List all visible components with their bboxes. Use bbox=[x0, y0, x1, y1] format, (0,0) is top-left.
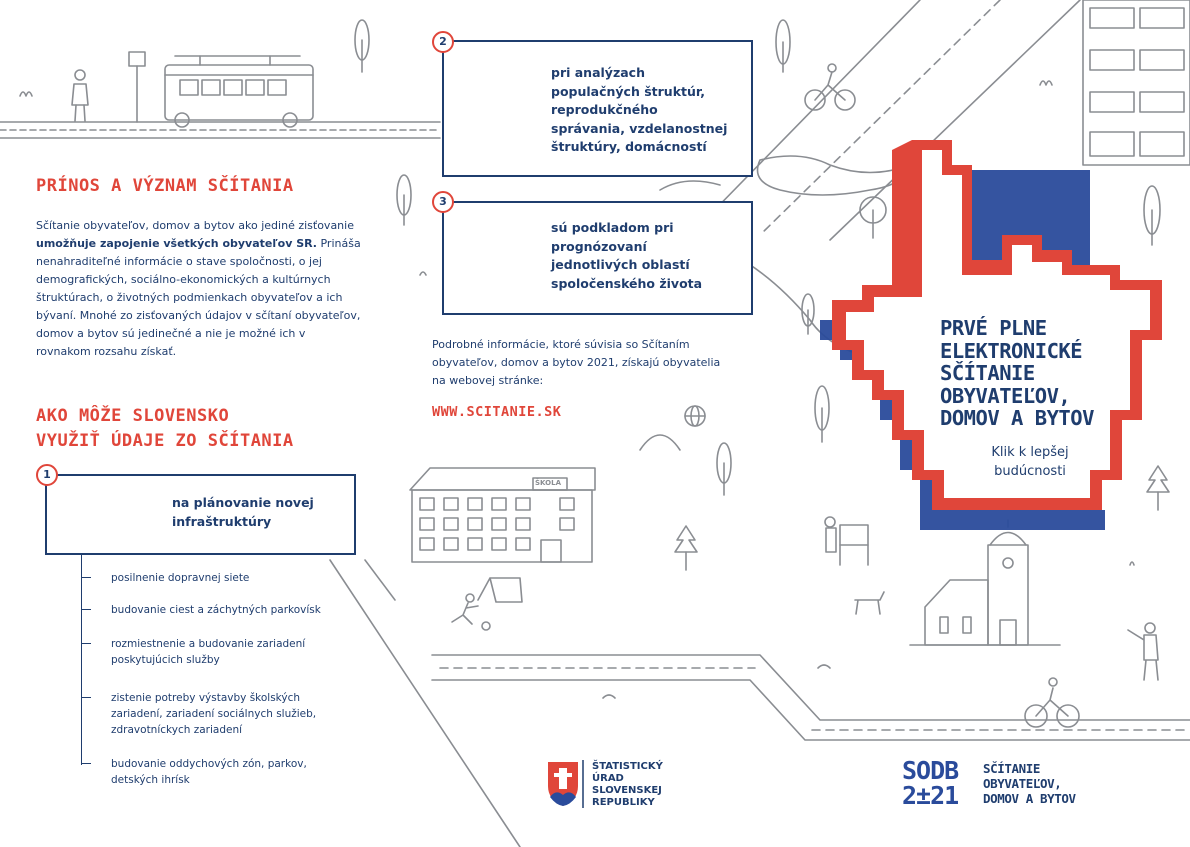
box-text-line: infraštruktúry bbox=[172, 513, 272, 529]
tree-icon bbox=[717, 443, 731, 495]
tree-icon bbox=[397, 175, 411, 225]
population-analysis-text: pri analýzach populačných štruktúr, reprodukčného správania, vzdelanostnej štruktúry, domácností bbox=[551, 65, 728, 154]
tree-icon bbox=[1147, 466, 1169, 510]
bullet-item: zistenie potreby výstavby školských zariadení, zariadení sociálnych služieb, zdravotníckych zariadení bbox=[111, 692, 317, 736]
person-icon bbox=[1128, 623, 1158, 680]
heading-line: AKO MÔŽE SLOVENSKO bbox=[36, 406, 230, 426]
slovak-coat-of-arms-icon bbox=[548, 762, 578, 806]
bus-stop-icon bbox=[129, 52, 145, 122]
apartment-building-icon bbox=[1083, 0, 1190, 165]
sodb-year: 2±21 bbox=[902, 781, 959, 810]
tree-icon bbox=[860, 197, 886, 238]
globe-icon bbox=[685, 406, 705, 426]
tree-icon bbox=[802, 294, 814, 334]
bullet-item: posilnenie dopravnej siete bbox=[111, 572, 250, 584]
tree-icon bbox=[776, 20, 790, 72]
tree-icon bbox=[815, 386, 829, 442]
section-heading-benefits: PRÍNOS A VÝZNAM SČÍTANIA bbox=[36, 176, 294, 196]
goal-icon bbox=[478, 578, 522, 602]
hero-tagline: Klik k lepšej budúcnosti bbox=[991, 445, 1069, 479]
cyclist-icon bbox=[805, 64, 855, 110]
intro-bold-text: umožňuje zapojenie všetkých obyvateľov SR. bbox=[36, 237, 317, 250]
church-icon bbox=[910, 520, 1060, 645]
info-paragraph: Podrobné informácie, ktoré súvisia so Sčítaním obyvateľov, domov a bytov 2021, získajú obyvatelia na webovej stránke: bbox=[432, 338, 721, 387]
bullet-tick bbox=[81, 609, 91, 610]
website-link[interactable]: WWW.SCITANIE.SK bbox=[432, 404, 562, 420]
infrastructure-box-text bbox=[172, 494, 314, 531]
step-number-2: 2 bbox=[432, 31, 454, 53]
school-building-icon bbox=[410, 468, 595, 562]
football-player-icon bbox=[452, 594, 490, 630]
step-number-3: 3 bbox=[432, 191, 454, 213]
person-icon bbox=[72, 70, 88, 121]
bullet-tick bbox=[81, 697, 91, 698]
bullet-item: budovanie oddychových zón, parkov, detských ihrísk bbox=[111, 758, 307, 786]
sodb-logo-text: SČÍTANIE OBYVATEĽOV, DOMOV A BYTOV bbox=[983, 761, 1076, 806]
tree-icon bbox=[1144, 186, 1160, 245]
step-number-1: 1 bbox=[36, 464, 58, 486]
statistical-office-logo-text: ŠTATISTICKÝ ÚRAD SLOVENSKEJ REPUBLIKY bbox=[592, 761, 663, 808]
bullet-item: budovanie ciest a záchytných parkovísk bbox=[111, 604, 321, 616]
dog-icon bbox=[855, 592, 884, 614]
sodb-logo: SODB 2±21 bbox=[902, 756, 959, 810]
plant-icon bbox=[20, 92, 32, 96]
bullet-tick bbox=[81, 763, 91, 764]
bus-icon bbox=[165, 56, 313, 127]
heading-line: VYUŽIŤ ÚDAJE ZO SČÍTANIA bbox=[36, 431, 294, 451]
school-sign: ŠKOLA bbox=[535, 479, 561, 487]
bullet-tick bbox=[81, 577, 91, 578]
section-heading-usage bbox=[36, 404, 294, 454]
intro-paragraph bbox=[36, 217, 361, 361]
arch-icon bbox=[640, 435, 680, 450]
bullet-connector-line bbox=[81, 553, 82, 765]
tree-icon bbox=[675, 526, 697, 570]
bullet-tick bbox=[81, 643, 91, 644]
box-text-line: na plánovanie novej bbox=[172, 495, 314, 510]
bullet-item: rozmiestnenie a budovanie zariadení poskytujúcich služby bbox=[111, 638, 306, 666]
bench-icon bbox=[825, 517, 868, 565]
forecasting-text: sú podkladom pri prognózovaní jednotlivých oblastí spoločenského života bbox=[551, 220, 703, 291]
hero-title: PRVÉ PLNE ELEKTRONICKÉ SČÍTANIE OBYVATEĽOV, DOMOV A BYTOV bbox=[940, 316, 1094, 430]
intro-text: Sčítanie obyvateľov, domov a bytov ako jediné zisťovanie bbox=[36, 219, 354, 232]
intro-text-continued: Prináša nenahraditeľné informácie o stave spoločnosti, o jej demografických, sociálno-ekonomických a kultúrnych štruktúrach, o životných podmienkach obyvateľov a ich bývaní. Mnohé zo zisťovaných údajov v sčítaní obyvateľov, domov a bytov sú jedinečné a nie je možné ich v rovnakom rozsahu získať. bbox=[36, 237, 361, 358]
tree-icon bbox=[355, 20, 369, 72]
